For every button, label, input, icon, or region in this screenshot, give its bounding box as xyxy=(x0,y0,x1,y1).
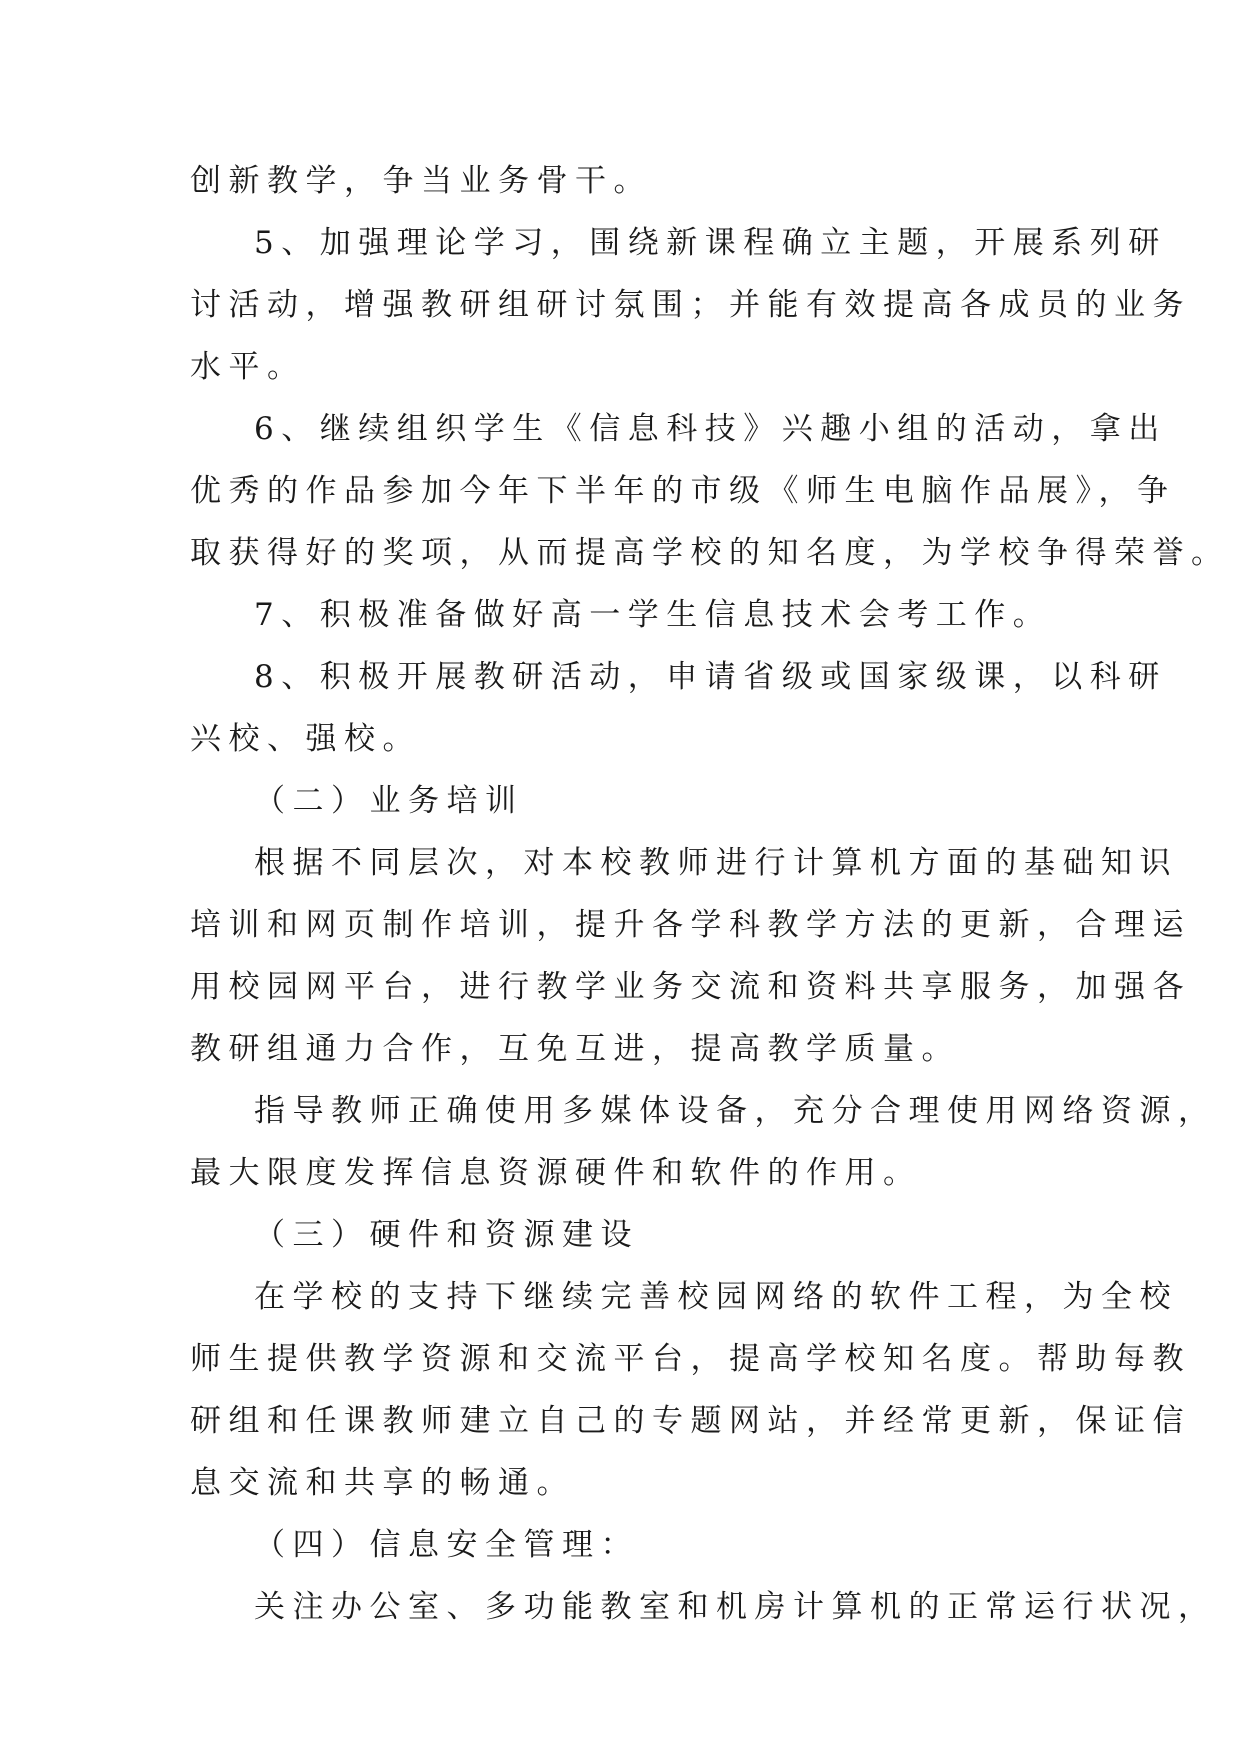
text-line: 兴校、强校。 xyxy=(190,721,421,757)
text-line: 用校园网平台，进行教学业务交流和资料共享服务，加强各 xyxy=(190,969,1191,1005)
text-line: 水平。 xyxy=(190,349,306,385)
text-line: 6、继续组织学生《信息科技》兴趣小组的活动，拿出 xyxy=(254,411,1167,447)
document-page xyxy=(190,150,1230,1638)
text-line: 在学校的支持下继续完善校园网络的软件工程，为全校 xyxy=(254,1279,1178,1315)
text-line: 取获得好的奖项，从而提高学校的知名度，为学校争得荣誉。 xyxy=(190,535,1230,571)
text-line: 关注办公室、多功能教室和机房计算机的正常运行状况， xyxy=(254,1589,1217,1625)
section-heading: （二）业务培训 xyxy=(254,783,524,819)
text-line: 优秀的作品参加今年下半年的市级《师生电脑作品展》，争 xyxy=(190,473,1176,509)
text-line: 教研组通力合作，互免互进，提高教学质量。 xyxy=(190,1031,960,1067)
text-line: 息交流和共享的畅通。 xyxy=(190,1465,575,1501)
text-line: 5、加强理论学习，围绕新课程确立主题，开展系列研 xyxy=(254,225,1167,261)
text-line: 根据不同层次，对本校教师进行计算机方面的基础知识 xyxy=(254,845,1178,881)
text-line: 研组和任课教师建立自己的专题网站，并经常更新，保证信 xyxy=(190,1403,1191,1439)
text-line: 最大限度发挥信息资源硬件和软件的作用。 xyxy=(190,1155,922,1191)
text-line: 8、积极开展教研活动，申请省级或国家级课，以科研 xyxy=(254,659,1167,695)
section-heading: （三）硬件和资源建设 xyxy=(254,1217,639,1253)
section-heading: （四）信息安全管理： xyxy=(254,1527,639,1563)
text-line: 师生提供教学资源和交流平台，提高学校知名度。帮助每教 xyxy=(190,1341,1191,1377)
text-line: 讨活动，增强教研组研讨氛围；并能有效提高各成员的业务 xyxy=(190,287,1191,323)
text-line: 创新教学，争当业务骨干。 xyxy=(190,163,652,199)
text-line: 指导教师正确使用多媒体设备，充分合理使用网络资源， xyxy=(254,1093,1217,1129)
text-line: 培训和网页制作培训，提升各学科教学方法的更新，合理运 xyxy=(190,907,1191,943)
text-line: 7、积极准备做好高一学生信息技术会考工作。 xyxy=(254,597,1052,633)
